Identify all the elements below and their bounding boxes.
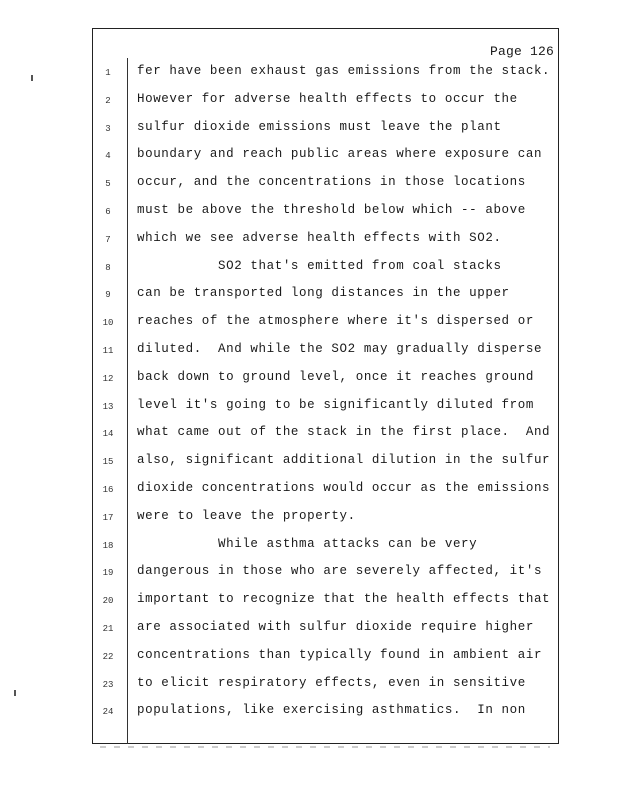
transcript-line: [0, 259, 618, 279]
line-number: 8: [105, 262, 111, 273]
line-text: which we see adverse health effects with SO2.: [137, 230, 502, 245]
transcript-line: [0, 481, 618, 501]
line-text: occur, and the concentrations in those locations: [137, 175, 526, 190]
transcript-line: [0, 175, 618, 195]
line-number: 12: [102, 373, 114, 384]
line-text: dangerous in those who are severely affected, it's: [137, 564, 543, 579]
line-number: 21: [102, 624, 114, 634]
transcript-line: [0, 231, 618, 251]
transcript-line: [0, 370, 618, 390]
line-text: However for adverse health effects to occur the: [137, 91, 518, 106]
line-number: 3: [105, 123, 111, 134]
line-text: concentrations than typically found in ambient air: [137, 647, 543, 662]
line-number: 7: [105, 234, 111, 245]
line-number: 5: [105, 179, 111, 190]
line-text: sulfur dioxide emissions must leave the plant: [137, 119, 502, 134]
transcript-line: [0, 703, 618, 723]
line-text: back down to ground level, once it reaches ground: [137, 369, 534, 384]
transcript-line: [0, 564, 618, 584]
transcript-line: [0, 342, 618, 362]
line-number: 17: [102, 512, 114, 523]
transcript-line: [0, 398, 618, 418]
transcript-line: [0, 453, 618, 473]
line-text: were to leave the property.: [137, 508, 356, 523]
line-number: 11: [102, 346, 114, 356]
transcript-line: [0, 620, 618, 640]
line-text: can be transported long distances in the upper: [137, 286, 510, 301]
scan-mark: [14, 690, 16, 696]
line-text: dioxide concentrations would occur as the emissions: [137, 481, 551, 495]
line-number: 13: [102, 401, 114, 412]
line-text: must be above the threshold below which -- above: [137, 203, 526, 217]
transcript-line: [0, 314, 618, 334]
line-number: 23: [102, 679, 114, 690]
line-number: 22: [102, 651, 114, 662]
line-number: 16: [102, 485, 114, 495]
line-text: are associated with sulfur dioxide require higher: [137, 620, 534, 634]
transcript-line: [0, 509, 618, 529]
line-text: fer have been exhaust gas emissions from the stack.: [137, 64, 551, 78]
line-text: important to recognize that the health effects that: [137, 592, 551, 607]
line-text: SO2 that's emitted from coal stacks: [137, 258, 502, 273]
transcript-line: [0, 92, 618, 112]
line-number: 2: [105, 95, 111, 106]
line-number: 4: [105, 151, 111, 162]
line-text: diluted. And while the SO2 may gradually disperse: [137, 342, 543, 356]
line-number: 24: [102, 707, 114, 718]
line-text: While asthma attacks can be very: [137, 536, 478, 551]
transcript-line: [0, 286, 618, 306]
transcript-line: [0, 425, 618, 445]
transcript-line: [0, 203, 618, 223]
line-text: also, significant additional dilution in the sulfur: [137, 453, 551, 468]
page-number: Page 126: [489, 44, 554, 59]
line-text: reaches of the atmosphere where it's dispersed or: [137, 314, 534, 329]
line-text: boundary and reach public areas where exposure can: [137, 147, 543, 162]
transcript-line: [0, 648, 618, 668]
scan-mark: [31, 75, 33, 81]
transcript-line: [0, 64, 618, 84]
line-number: 10: [102, 318, 114, 329]
line-number: 9: [105, 290, 111, 301]
line-text: level it's going to be significantly diluted from: [137, 397, 534, 412]
line-number: 15: [102, 457, 114, 468]
transcript-line: [0, 537, 618, 557]
transcript-line: [0, 120, 618, 140]
line-number: 14: [102, 429, 114, 440]
scan-artifact: [100, 746, 550, 748]
line-text: to elicit respiratory effects, even in sensitive: [137, 675, 526, 690]
line-number: 1: [105, 68, 111, 78]
transcript-line: [0, 676, 618, 696]
line-number: 19: [102, 568, 114, 579]
line-number: 18: [102, 540, 114, 551]
line-number: 6: [105, 207, 111, 217]
line-text: what came out of the stack in the first place. And: [137, 425, 551, 440]
line-number: 20: [102, 596, 114, 607]
line-text: populations, like exercising asthmatics. In non: [137, 703, 526, 718]
transcript-line: [0, 592, 618, 612]
transcript-line: [0, 147, 618, 167]
